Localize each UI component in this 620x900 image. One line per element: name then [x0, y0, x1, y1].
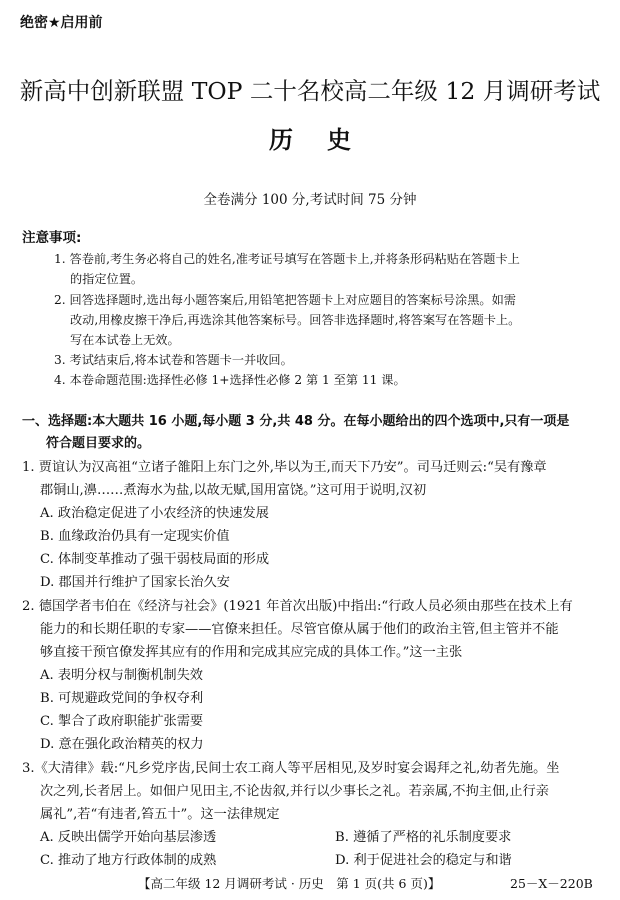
paper-code: 25－X－220B — [510, 876, 593, 891]
notice-line: 写在本试卷上无效。 — [70, 333, 180, 347]
secret-label: 绝密★启用前 — [20, 15, 103, 31]
question-3-option-b: B. 遵循了严格的礼乐制度要求 — [335, 830, 512, 845]
question-2-option-d: D. 意在强化政治精英的权力 — [40, 737, 204, 752]
question-1-option-a: A. 政治稳定促进了小农经济的快速发展 — [40, 506, 269, 521]
notice-line: 2. 回答选择题时,选出每小题答案后,用铅笔把答题卡上对应题目的答案标号涂黑。如需 — [54, 293, 516, 307]
question-3-stem: 属礼”,若“有违者,笞五十”。这一法律规定 — [40, 807, 280, 822]
notice-heading: 注意事项: — [22, 230, 82, 246]
question-2-option-a: A. 表明分权与制衡机制失效 — [40, 668, 203, 683]
question-2-option-c: C. 掣合了政府职能扩张需要 — [40, 714, 204, 729]
question-3-stem: 次之列,长者居上。如佃户见田主,不论齿叙,并行以少事长之礼。若亲属,不拘主佃,止行亲 — [40, 784, 549, 799]
question-1-option-b: B. 血缘政治仍具有一定现实价值 — [40, 529, 230, 544]
question-3-stem: 3.《大清律》载:“凡乡党序齿,民间士农工商人等平居相见,及岁时宴会谒拜之礼,幼者先施。坐 — [22, 761, 560, 776]
question-3-option-d: D. 利于促进社会的稳定与和谐 — [335, 853, 512, 868]
section-heading: 符合题目要求的。 — [46, 436, 151, 451]
question-1-option-d: D. 郡国并行维护了国家长治久安 — [40, 575, 230, 590]
question-3-option-a: A. 反映出儒学开始向基层渗透 — [40, 830, 217, 845]
page-footer: 【高二年级 12 月调研考试 · 历史 第 1 页(共 6 页)】 — [138, 876, 441, 891]
question-2-stem: 能力的和长期任职的专家——官僚来担任。尽管官僚从属于他们的政治主管,但主管并不能 — [40, 622, 559, 637]
question-2-stem: 够直接干预官僚发挥其应有的作用和完成其应完成的具体工作。”这一主张 — [40, 645, 463, 660]
question-1-stem: 郡铜山,濞……煮海水为盐,以故无赋,国用富饶。”这可用于说明,汉初 — [40, 483, 427, 498]
notice-line: 1. 答卷前,考生务必将自己的姓名,准考证号填写在答题卡上,并将条形码粘贴在答题卡上 — [54, 252, 520, 266]
notice-line: 改动,用橡皮擦干净后,再选涂其他答案标号。回答非选择题时,将答案写在答题卡上。 — [70, 313, 521, 327]
question-3-option-c: C. 推动了地方行政体制的成熟 — [40, 853, 217, 868]
notice-line: 的指定位置。 — [70, 272, 144, 286]
question-1-stem: 1. 贾谊认为汉高祖“立诸子雒阳上东门之外,毕以为王,而天下乃安”。司马迁则云:“吴有豫章 — [22, 460, 547, 475]
notice-line: 4. 本卷命题范围:选择性必修 1+选择性必修 2 第 1 至第 11 课。 — [54, 373, 406, 387]
section-heading: 一、选择题:本大题共 16 小题,每小题 3 分,共 48 分。在每小题给出的四个选项中,只有一项是 — [22, 414, 570, 429]
score-line: 全卷满分 100 分,考试时间 75 分钟 — [203, 192, 417, 208]
subject-title: 历史 — [269, 126, 385, 154]
question-1-option-c: C. 体制变革推动了强干弱枝局面的形成 — [40, 552, 270, 567]
notice-line: 3. 考试结束后,将本试卷和答题卡一并收回。 — [54, 353, 293, 367]
exam-title: 新高中创新联盟 TOP 二十名校高二年级 12 月调研考试 — [19, 77, 601, 105]
question-2-option-b: B. 可规避政党间的争权夺利 — [40, 691, 204, 706]
question-2-stem: 2. 德国学者韦伯在《经济与社会》(1921 年首次出版)中指出:“行政人员必须由那些在技术上有 — [22, 599, 573, 614]
